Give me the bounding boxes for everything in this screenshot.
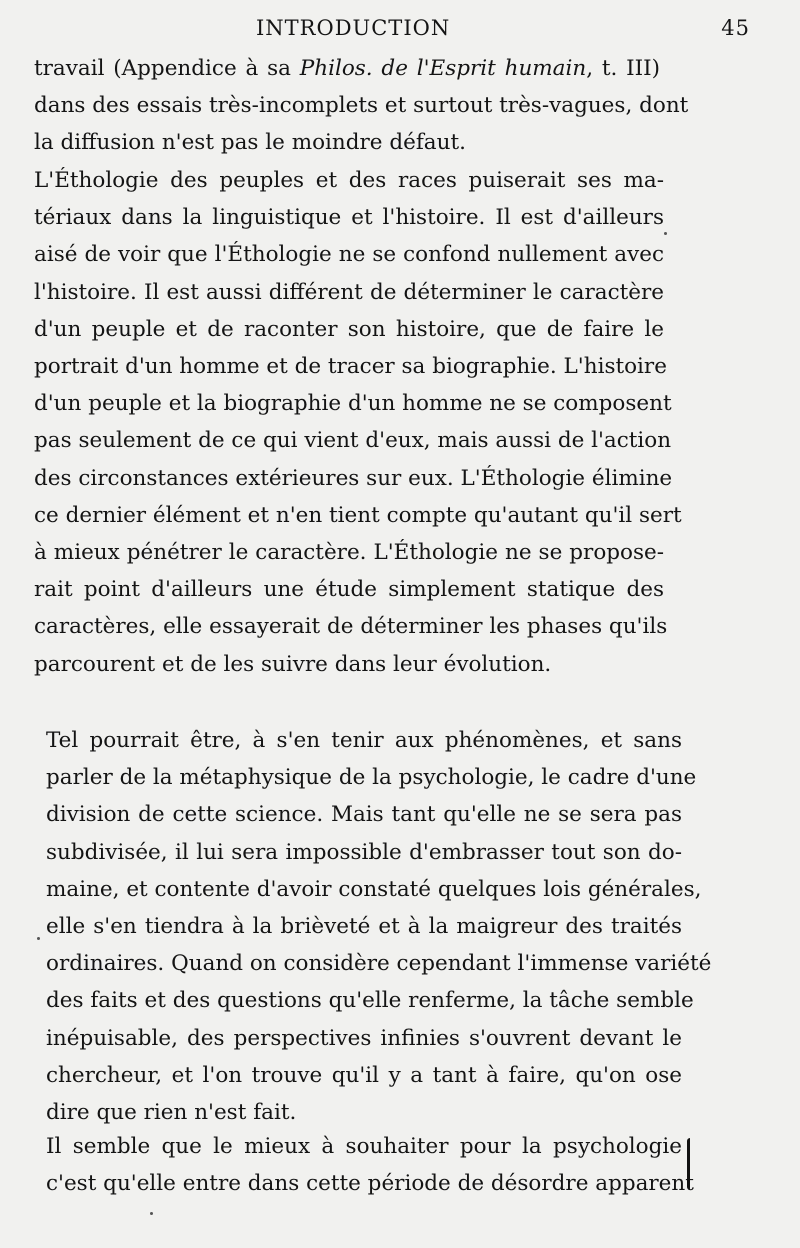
text-line: caractères, elle essayerait de déterminer les phases qu'ils bbox=[34, 614, 668, 640]
text-line: portrait d'un homme et de tracer sa biographie. L'histoire bbox=[34, 354, 667, 380]
text-line: rait point d'ailleurs une étude simplement statique des bbox=[34, 577, 664, 603]
text-segment: , t. III) bbox=[586, 56, 660, 81]
text-line: la diffusion n'est pas le moindre défaut. bbox=[34, 130, 466, 156]
text-line: subdivisée, il lui sera impossible d'embrasser tout son do- bbox=[46, 839, 682, 865]
text-line: parler de la métaphysique de la psychologie, le cadre d'une bbox=[46, 765, 697, 791]
ink-speck bbox=[37, 937, 40, 940]
text-line: ordinaires. Quand on considère cependant l'immense variété bbox=[46, 951, 712, 977]
paragraph-2 bbox=[34, 162, 682, 683]
text-line bbox=[34, 50, 660, 87]
text-line: Il semble que le mieux à souhaiter pour la psychologie bbox=[46, 1134, 682, 1159]
text-line: L'Éthologie des peuples et des races puiserait ses ma- bbox=[34, 168, 664, 193]
paragraph-3 bbox=[46, 722, 712, 1131]
margin-mark bbox=[687, 1138, 696, 1190]
text-line: l'histoire. Il est aussi différent de déterminer le caractère bbox=[34, 279, 664, 305]
text-segment: travail (Appendice à sa bbox=[34, 56, 300, 81]
text-line: c'est qu'elle entre dans cette période de désordre apparent bbox=[46, 1171, 694, 1197]
text-line: pas seulement de ce qui vient d'eux, mais aussi de l'action bbox=[34, 428, 672, 454]
text-line: tériaux dans la linguistique et l'histoire. Il est d'ailleurs bbox=[34, 205, 664, 231]
page-number: 45 bbox=[721, 16, 750, 40]
paragraph-1 bbox=[34, 50, 689, 162]
text-line: division de cette science. Mais tant qu'elle ne se sera pas bbox=[46, 802, 682, 828]
ink-speck bbox=[664, 232, 667, 235]
text-line: inépuisable, des perspectives infinies s'ouvrent devant le bbox=[46, 1025, 682, 1051]
text-line: dans des essais très-incomplets et surtout très-vagues, dont bbox=[34, 93, 689, 119]
italic-title: Philos. de l'Esprit humain bbox=[299, 56, 587, 81]
paragraph-4 bbox=[46, 1128, 694, 1202]
running-title: INTRODUCTION bbox=[256, 16, 451, 40]
text-line: chercheur, et l'on trouve qu'il y a tant à faire, qu'on ose bbox=[46, 1062, 682, 1088]
text-line: des faits et des questions qu'elle renferme, la tâche semble bbox=[46, 988, 694, 1014]
text-line: Tel pourrait être, à s'en tenir aux phénomènes, et sans bbox=[46, 728, 682, 753]
text-line: dire que rien n'est fait. bbox=[46, 1100, 297, 1126]
text-line: maine, et contente d'avoir constaté quelques lois générales, bbox=[46, 876, 702, 902]
text-line: parcourent et de les suivre dans leur évolution. bbox=[34, 651, 552, 677]
text-line: d'un peuple et de raconter son histoire, que de faire le bbox=[34, 316, 664, 342]
ink-speck bbox=[150, 1212, 153, 1215]
text-line: elle s'en tiendra à la brièveté et à la maigreur des traités bbox=[46, 914, 682, 940]
page-header bbox=[36, 12, 750, 48]
text-line: à mieux pénétrer le caractère. L'Éthologie ne se propose- bbox=[34, 540, 664, 566]
text-line: aisé de voir que l'Éthologie ne se confond nullement avec bbox=[34, 242, 664, 268]
text-line: ce dernier élément et n'en tient compte qu'autant qu'il sert bbox=[34, 502, 682, 528]
text-line: d'un peuple et la biographie d'un homme ne se composent bbox=[34, 391, 672, 417]
text-line: des circonstances extérieures sur eux. L'Éthologie élimine bbox=[34, 465, 673, 491]
